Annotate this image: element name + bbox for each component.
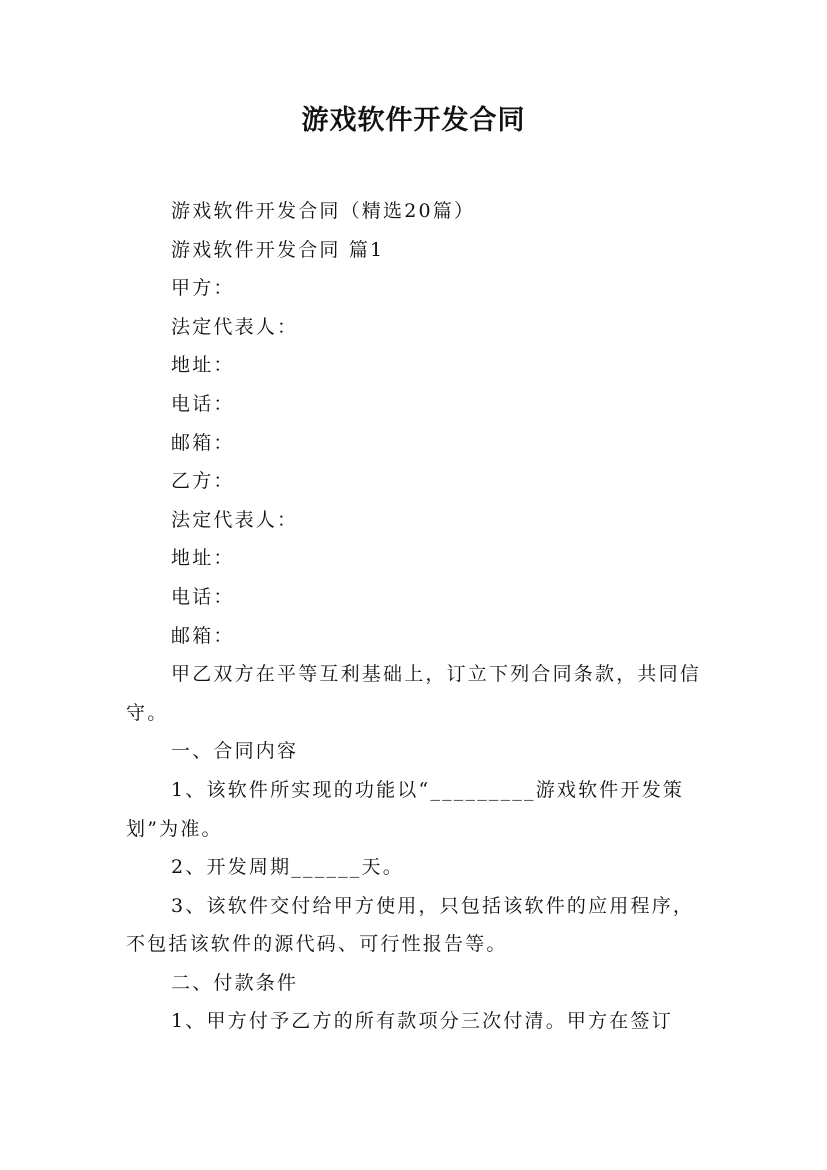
clause-2-1: 1、甲方付予乙方的所有款项分三次付清。甲方在签订 bbox=[171, 1010, 673, 1033]
subtitle-line: 游戏软件开发合同（精选20篇） bbox=[171, 200, 476, 222]
party-b-email-label: 邮箱： bbox=[171, 624, 235, 647]
clause-1-1: 1、该软件所实现的功能以“_________游戏软件开发策划”为准。 bbox=[126, 778, 685, 840]
document-body bbox=[126, 192, 706, 1041]
clause-heading-contract-content: 一、合同内容 bbox=[171, 740, 299, 763]
document-title: 游戏软件开发合同 bbox=[301, 105, 526, 136]
agreement-paragraph: 甲乙双方在平等互利基础上，订立下列合同条款，共同信守。 bbox=[126, 663, 702, 724]
party-a-email-label: 邮箱： bbox=[171, 431, 235, 454]
section-heading: 游戏软件开发合同 篇1 bbox=[171, 238, 385, 261]
party-b-phone-label: 电话： bbox=[171, 585, 235, 608]
party-b-label: 乙方： bbox=[171, 470, 235, 493]
clause-1-3: 3、该软件交付给甲方使用，只包括该软件的应用程序，不包括该软件的源代码、可行性报告等。 bbox=[126, 894, 695, 956]
clause-heading-payment: 二、付款条件 bbox=[171, 971, 299, 994]
clause-1-2: 2、开发周期______天。 bbox=[171, 856, 404, 879]
party-b-address-label: 地址： bbox=[171, 547, 235, 570]
party-a-label: 甲方： bbox=[171, 277, 235, 300]
party-a-address-label: 地址： bbox=[171, 354, 235, 377]
party-a-phone-label: 电话： bbox=[171, 392, 235, 415]
party-b-legal-rep-label: 法定代表人： bbox=[171, 508, 299, 531]
party-a-legal-rep-label: 法定代表人： bbox=[171, 315, 299, 338]
